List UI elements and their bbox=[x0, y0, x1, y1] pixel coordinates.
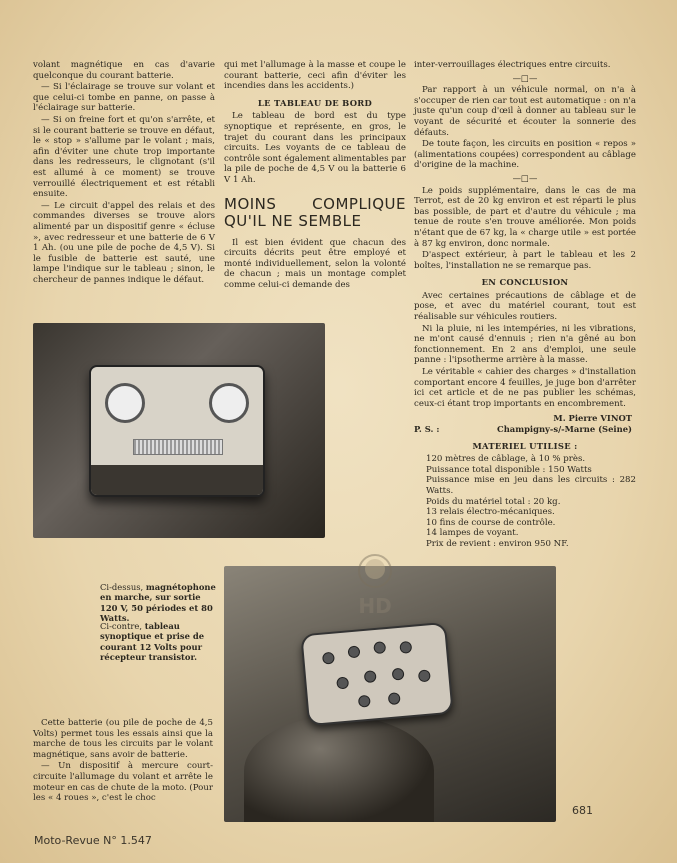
paragraph: Le tableau de bord est du type synoptique et représente, en gros, le trajet du courant dans les principaux circuits. Les voyants de ce tableau de contrôle sont également alimentables par la pile de poche de 4,5 V ou la batterie 6 V 1 Ah. bbox=[224, 111, 406, 185]
list-item: 13 relais électro-mécaniques. bbox=[426, 507, 555, 518]
tape-recorder-photo bbox=[33, 323, 325, 538]
paragraph: Le poids supplémentaire, dans le cas de ma Terrot, est de 20 kg environ et est réparti le plus bas possible, de part et d'autre du véhicule ; ma tenue de route s'en trouve améliorée. Mon poids n'étant que de 67 kg, la « charge utile » est portée à 87 kg environ, donc normale. bbox=[414, 185, 636, 249]
paragraph: D'aspect extérieur, à part le tableau et les 2 boîtes, l'installation ne se remarque pas. bbox=[414, 250, 636, 271]
column-1 bbox=[33, 60, 215, 286]
paragraph: Ni la pluie, ni les intempéries, ni les vibrations, ne m'ont causé d'ennuis ; rien n'a gêné au bon fonctionnement. En 2 ans d'emploi, une seule panne : l'ipsotherme arrière à la masse. bbox=[414, 323, 636, 366]
tape-reel-icon bbox=[209, 383, 249, 423]
indicator-lamp-icon bbox=[358, 695, 371, 708]
list-item: Poids du matériel total : 20 kg. bbox=[426, 496, 561, 507]
paragraph: — Le circuit d'appel des relais et des commandes diverses se trouve alors alimenté par un dispositif genre « écluse », avec redresseur et une batterie de 6 V 1 Ah. (ou une pile de poche de 4,5 V). Si le fusible de batterie est sauté, une lampe l'indique sur le tableau ; sinon, le chercheur de pannes indique le défaut. bbox=[33, 200, 215, 285]
indicator-lamp-icon bbox=[373, 641, 386, 654]
paragraph: inter-verrouillages électriques entre circuits. bbox=[414, 60, 611, 70]
portrait-watermark-icon bbox=[340, 545, 410, 620]
column-3 bbox=[414, 60, 636, 550]
material-list bbox=[414, 454, 636, 549]
page-number: 681 bbox=[572, 804, 593, 817]
list-item: 120 mètres de câblage, à 10 % près. bbox=[426, 454, 586, 465]
paragraph: — Si on freine fort et qu'on s'arrête, et si le courant batterie se trouve en défaut, le « stop » s'allume par le volant ; mais, afin d'éviter une chute trop importante dans les redresseurs, le clignotant (s'il est allumé à ce moment) se trouve verrouillé électriquement et est rétabli ensuite. bbox=[33, 114, 215, 200]
list-item: Prix de revient : environ 950 NF. bbox=[426, 538, 569, 549]
photo-caption-2 bbox=[100, 621, 218, 663]
paragraph: — Un dispositif à mercure court-circuite l'allumage du volant et arrête le moteur en cas de chute de la moto. (Pour les « 4 roues », c'est le choc bbox=[33, 761, 213, 804]
caption-body: magnétophone en marche, sur sortie 120 V, 50 périodes et 80 Watts. bbox=[100, 582, 216, 624]
section-heading: LE TABLEAU DE BORD bbox=[257, 97, 373, 108]
indicator-lamp-icon bbox=[399, 641, 412, 654]
author-location-row bbox=[414, 424, 636, 435]
separator: —□— bbox=[512, 72, 538, 83]
list-item: Puissance mise en jeu dans les circuits : 282 Watts. bbox=[426, 475, 636, 496]
list-item: 10 fins de course de contrôle. bbox=[426, 517, 556, 528]
indicator-lamp-icon bbox=[392, 668, 405, 681]
caption-body: tableau synoptique et prise de courant 12 Volts pour récepteur transistor. bbox=[100, 621, 205, 663]
magazine-issue: Moto-Revue N° 1.547 bbox=[34, 834, 152, 847]
indicator-lamp-icon bbox=[418, 669, 431, 682]
section-heading: EN CONCLUSION bbox=[481, 277, 569, 288]
paragraph: volant magnétique en cas d'avarie quelconque du courant batterie. bbox=[33, 60, 215, 81]
indicator-lamp-icon bbox=[347, 645, 360, 658]
paragraph: — Si l'éclairage se trouve sur volant et que celui-ci tombe en panne, on passe à l'éclairage sur batterie. bbox=[33, 82, 215, 114]
column-1-bottom bbox=[33, 718, 213, 805]
separator: —□— bbox=[512, 172, 538, 183]
photo-caption-1 bbox=[100, 582, 218, 624]
watermark-text: HD bbox=[358, 594, 392, 618]
indicator-lamp-icon bbox=[364, 670, 377, 683]
author-name: M. Pierre VINOT bbox=[553, 413, 632, 424]
speaker-grille bbox=[133, 439, 223, 455]
author-location: Champigny-s/-Marne (Seine) bbox=[497, 424, 632, 434]
indicator-lamp-icon bbox=[388, 692, 401, 705]
paragraph: Cette batterie (ou pile de poche de 4,5 Volts) permet tous les essais ainsi que la marche de tous les circuits par le volant magnétique, sans avoir de batterie. bbox=[33, 718, 213, 760]
paragraph: De toute façon, les circuits en position « repos » (alimentations coupées) correspondent au câblage d'origine de la machine. bbox=[414, 139, 636, 171]
tape-reel-icon bbox=[105, 383, 145, 423]
column-2 bbox=[224, 60, 406, 292]
fuel-tank-illustration bbox=[244, 716, 434, 822]
list-item: 14 lampes de voyant. bbox=[426, 528, 519, 539]
paragraph: Par rapport à un véhicule normal, on n'a à s'occuper de rien car tout est automatique : on n'a juste qu'un coup d'œil à donner au tableau sur le voyant de sécurité et écouter la sonnerie des défauts. bbox=[414, 85, 636, 138]
recorder-base bbox=[91, 465, 263, 495]
indicator-lamp-icon bbox=[336, 677, 349, 690]
list-item: Puissance total disponible : 150 Watts bbox=[426, 464, 592, 475]
synoptic-panel-illustration bbox=[300, 622, 453, 726]
paragraph: Le véritable « cahier des charges » d'installation comportant encore 4 feuilles, je juge bon d'arrêter ici cet article et de ne pas publier les schémas, ceux-ci étant trop importants en encombrement. bbox=[414, 367, 636, 409]
caption-lead: Ci-dessus, bbox=[100, 582, 144, 592]
section-title: MOINS COMPLIQUE QU'IL NE SEMBLE bbox=[224, 194, 406, 230]
caption-lead: Ci-contre, bbox=[100, 621, 143, 631]
tape-recorder-illustration bbox=[89, 365, 265, 497]
paragraph: Il est bien évident que chacun des circuits décrits peut être employé et monté individuellement, selon la volonté de chacun ; mais un montage complet comme celui-ci demande des bbox=[224, 237, 406, 290]
indicator-lamp-icon bbox=[322, 652, 335, 665]
material-heading: MATERIEL UTILISE : bbox=[472, 440, 578, 451]
paragraph: Avec certaines précautions de câblage et de pose, et avec du matériel courant, tout est réalisable sur véhicules routiers. bbox=[414, 290, 636, 323]
paragraph: qui met l'allumage à la masse et coupe le courant batterie, ceci afin d'éviter les incendies dans les accidents.) bbox=[224, 60, 406, 92]
ps-label: P. S. : bbox=[414, 424, 440, 434]
